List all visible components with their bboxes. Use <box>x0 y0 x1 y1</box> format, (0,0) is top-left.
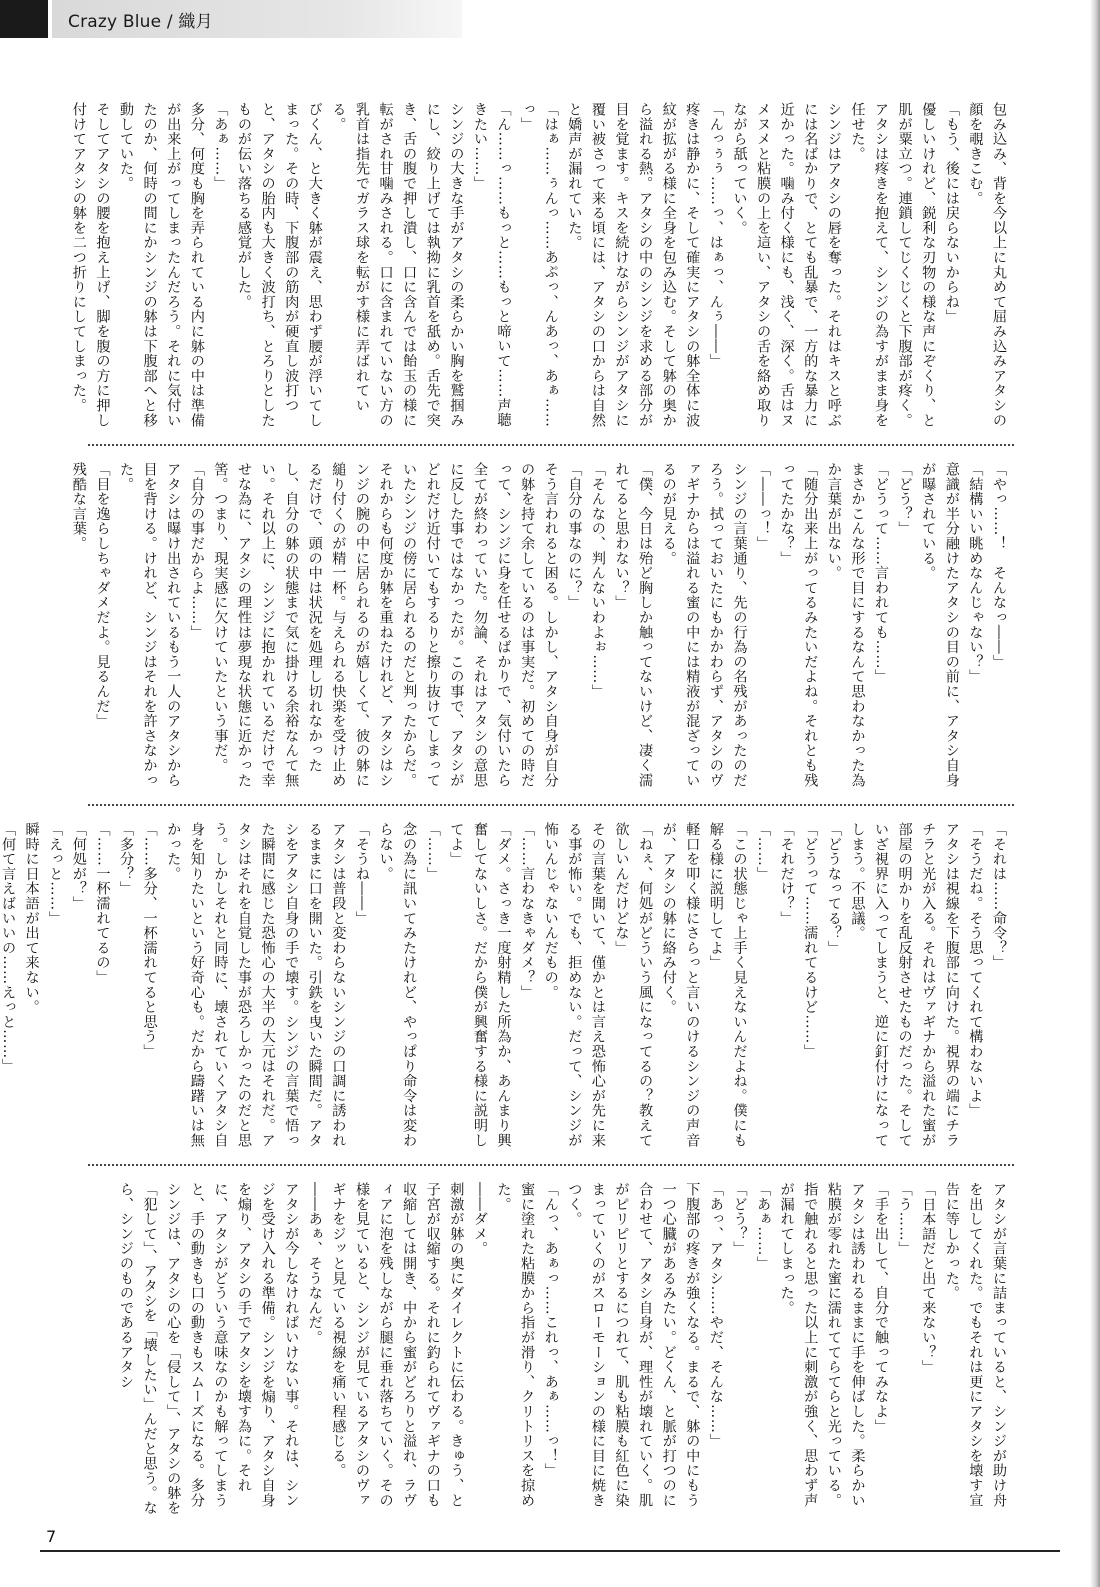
paragraph: アタシは普段と変わらないシンジの口調に誘われるままに口を開いた。引鉄を曳いた瞬間だ。アタシをアタシ自身の手で壊す。シンジの言葉で悟った瞬間に感じた恐怖心の大半の大元はそれだ。アタシはそれを自覚した事が恐ろしかったのだと思う。しかしそれと同時に、壊されていくアタシ自身を知りたいという好奇心も。だから躊躇いは無かった。 <box>165 822 347 1148</box>
paragraph: アタシが今しなければいけない事。それは、シンジを受け入れる準備。シンジを煽り、アタシ自身を煽り、アタシの手でアタシを壊す為に。それに、アタシがどういう意味なのかも解ってしまうと、手の動きも口の動きもスムーズになる。多分シンジは、アタシの心を「侵して」、アタシの躰を「犯して」、アタシを「壊したい」んだと思う。なら、シンジのものであるアタシ <box>118 1182 300 1516</box>
paragraph: 「結構いい眺めなんじゃない？」 <box>967 462 984 684</box>
paragraph: 「そんなの、判んないわよぉ……」 <box>589 462 606 699</box>
section-divider <box>88 1164 1014 1166</box>
paragraph: 「えっと……」 <box>47 822 64 926</box>
paragraph: 「ねぇ、何処がどういう風になってるの？教えて欲しいんだけどな」 <box>613 822 654 1148</box>
paragraph: 「……多分、一杯濡れてると思う」 <box>141 822 158 1059</box>
header-black-bar <box>0 0 48 38</box>
paragraph: 「何処が？」 <box>70 822 87 911</box>
text-section <box>0 822 1010 1154</box>
paragraph: 念の為に訊いてみたけれど、やっぱり命令は変わらない。 <box>377 822 418 1148</box>
paragraph: 「手を出して、自分で触ってみなよ」 <box>873 1182 890 1434</box>
section-divider <box>88 804 1014 806</box>
footer-rule <box>40 1550 1060 1552</box>
paragraph: 「あっ、アタシ……やだ、そんな……」 <box>707 1182 724 1449</box>
paragraph: 「そうね――」 <box>353 822 370 926</box>
paragraph: 瞬時に日本語が出て来ない。 <box>23 822 40 1015</box>
text-section <box>70 462 1010 794</box>
paragraph: ――あぁ、そうなんだ。 <box>306 1182 323 1345</box>
paragraph: 「もう、後には戻らないからね」 <box>943 102 960 324</box>
paragraph: 「日本語だと出て来ない？」 <box>920 1182 937 1375</box>
paragraph: 「僕、今日は殆ど胸しか触ってないけど、凄く濡れてると思わない？」 <box>613 462 654 788</box>
paragraph: アタシが言葉に詰まっていると、シンジが助け舟を出してくれた。でもそれは更にアタシを壊す宣告に等しかった。 <box>943 1182 1007 1508</box>
paragraph: 「それは……命令？」 <box>991 822 1007 970</box>
paragraph: 多分、何度も胸を弄られている内に躰の中は準備が出来上がってしまったんだろう。それに気付いたのか、何時の間にかシンジの躰は下腹部へと移動していた。 <box>118 102 205 428</box>
paragraph: 「……」 <box>424 822 441 882</box>
paragraph: 「どうって……濡れてるけど……」 <box>802 822 819 1059</box>
paragraph: 「この状態じゃ上手く見えないんだよね。僕にも解る様に説明してよ」 <box>707 822 748 1148</box>
paragraph: 「そうだね。そう思ってくれて構わないよ」 <box>967 822 984 1118</box>
paragraph: アタシは視線を下腹部に向けた。視界の端にチラチラと光が入る。それはヴァギナから溢れた蜜が部屋の明かりを乱反射させたものだった。そしていざ視界に入ってしまうと、逆に釘付けになってしまう。不思議。 <box>849 822 960 1148</box>
paragraph: 蜜に塗れた粘膜から指が滑り、クリトリスを掠めた。 <box>495 1182 536 1508</box>
paragraph: その言葉を聞いて、僅かとは言え恐怖心が先に来る事が怖い。でも、拒めない。だって、シンジが怖いんじゃないんだもの。 <box>542 822 606 1148</box>
paragraph: 「あぁ……」 <box>212 102 229 191</box>
paragraph: 「やっ……！ そんなっ――」 <box>991 462 1007 670</box>
paragraph: 「目を逸らしちゃダメだよ。見るんだ」 <box>94 462 111 729</box>
paragraph: 「はぁ……ぅんっ……あぷっ、んあっ、あぁ……っ」 <box>519 102 559 428</box>
paragraph: 「ダメ。さっき一度射精した所為か、あんまり興奮してないしさ。だから僕が興奮する様に説明してよ」 <box>448 822 512 1148</box>
header-title: Crazy Blue / 織月 <box>68 12 213 32</box>
paragraph: 「どう？」 <box>731 1182 748 1256</box>
paragraph: 「多分？」 <box>118 822 135 896</box>
paragraph: 「随分出来上がってるみたいだよね。それとも残ってたかな？」 <box>778 462 819 788</box>
paragraph: 「……一杯濡れてるの」 <box>94 822 111 985</box>
text-section <box>90 1182 1010 1518</box>
paragraph: 「自分の事だからよ……」 <box>188 462 205 640</box>
paragraph: まさかこんな形で目にするなんて思わなかった為か言葉が出ない。 <box>825 462 866 788</box>
section-divider <box>88 444 1014 446</box>
paragraph: 「どう？」 <box>896 462 913 536</box>
paragraph: 「んっ、あぁっ……これっ、あぁ……っ！」 <box>542 1182 559 1478</box>
text-section <box>70 102 1010 434</box>
paragraph: そう言われると困る。しかし、アタシ自身が自分の躰を持て余しているのは事実だ。初めての時だって、シンジに身を任せるばかりで、気付いたら全てが終わっていた。勿論、それはアタシの意思に反した事ではなかったが。この事で、アタシがどれだけ近付いてもするりと擦り抜けてしまっていたシンジの傍に居られるのだと判ったからだ。それからも何度か躰を重ねたけれど、アタシはシンジの腕の中に居られるのが嬉しくて、彼の躰に縋り付くのが精一杯。与えられる快楽を受け止めるだけで、頭の中は状況を処理し切れなかったし、自分の躰の状態まで気に掛ける余裕なんて無い。それ以上に、シンジに抱かれているだけで幸せな為に、アタシの理性は夢現な状態に近かった筈。つまり、現実感に欠けていたという事だ。 <box>212 462 559 788</box>
paragraph: シンジの言葉通り、先の行為の名残があったのだろう。拭っておいたにもかかわらず、アタシのヴァギナからは溢れる蜜の中には精液が混ざっているのが見える。 <box>660 462 748 788</box>
paragraph: ――ダメ。 <box>471 1182 488 1256</box>
paragraph: 「う……」 <box>896 1182 913 1256</box>
page-edge <box>1090 0 1100 1587</box>
paragraph: 「どうって……言われても……」 <box>873 462 890 684</box>
paragraph: 下腹部の疼きが強くなる。まるで、躰の中にもう一つ心臓があるみたい。どくん、と脈が打つのに合わせて、アタシ自身が、理性が壊れていく。肌がピリピリとするにつれて、肌も粘膜も紅色に染まっていくのがスローモーションの様に目に焼きつく。 <box>566 1182 701 1508</box>
paragraph: そしてアタシの腰を抱え上げ、脚を腹の方に押し付けてアタシの躰を二つ折りにしてしまった。 <box>70 102 111 428</box>
paragraph: 疼きは静かに、そして確実にアタシの躰全体に波紋が拡がる様に全身を包み込む。そして躰の奥から溢れる熱。アタシの中のシンジを求める部分が目を覚ます。キスを続けながらシンジがアタシに覆い被さって来る頃には、アタシの口からは自然と嬌声が漏れていた。 <box>566 102 701 428</box>
paragraph: アタシは曝け出されているもう一人のアタシから目を背ける。けれど、シンジはそれを許さなかった。 <box>118 462 182 788</box>
paragraph: アタシは誘われるままに手を伸ばした。柔らかい粘膜が零れた蜜に濡れててらてらと光っている。指で触れると思った以上に刺激が強く、思わず声が漏れてしまった。 <box>778 1182 866 1508</box>
paragraph: 軽口を叩く様にさらっと言いのけるシンジの声音が、アタシの躰に絡み付く。 <box>660 822 701 1148</box>
page-number: 7 <box>46 1527 57 1546</box>
paragraph: 「……」 <box>755 822 772 882</box>
paragraph: 「何て言えばいいの……えっと……」 <box>0 822 17 1074</box>
paragraph: 刺激が躰の奥にダイレクトに伝わる。きゅう、と子宮が収縮する。それに釣られてヴァギナの口も収縮しては開き、中から蜜がどろりと溢れ、ラヴィアに泡を残しながら腿に垂れ落ちていく。その様を見ていると、シンジが見ているアタシのヴァギナをジッと見ている視線を痛い程感じる。 <box>330 1182 465 1508</box>
paragraph: 「んっぅぅ……っ、はぁっ、んぅ――」 <box>707 102 724 369</box>
paragraph: 「それだけ？」 <box>778 822 795 926</box>
paragraph: 包み込み、背を今以上に丸めて屈み込みアタシの顔を覗きこむ。 <box>967 102 1007 428</box>
paragraph: 優しいけれど、鋭利な刃物の様な声にぞくり、と肌が粟立つ。連鎖してじくじくと下腹部が疼く。アタシは疼きを抱えて、シンジの為すがまま身を任せた。 <box>849 102 937 428</box>
paragraph: 「自分の事なのに？」 <box>566 462 583 610</box>
paragraph: シンジの大きな手がアタシの柔らかい胸を鷲掴みにし、絞り上げては執拗に乳首を舐め。舌先で突き、舌の腹で押し潰し、口に含んでは飴玉の様に転がされ甘噛みされる。口に含まれていない方の乳首は指先でガラス球を転がす様に弄ばれている。 <box>330 102 465 428</box>
paragraph: 残酷な言葉。 <box>70 462 87 551</box>
paragraph: 「――っ！」 <box>755 462 772 551</box>
paragraph: 意識が半分融けたアタシの目の前に、アタシ自身が曝されている。 <box>920 462 960 788</box>
paragraph: 「どうなってる？」 <box>825 822 842 956</box>
paragraph: シンジはアタシの唇を奪った。それはキスと呼ぶには名ばかりで、とても乱暴で、一方的な暴力に近かった。噛み付く様にも、浅く、深く。舌はヌメヌメと粘膜の上を這い、アタシの舌を絡め取りながら舐っていく。 <box>731 102 842 428</box>
paragraph: 「あぁ……」 <box>755 1182 772 1271</box>
paragraph: びくん、と大きく躰が震え、思わず腰が浮いてしまった。その時、下腹部の筋肉が硬直し波打つと、アタシの胎内も大きく波打ち、とろりとしたものが伝い落ちる感覚がした。 <box>236 102 323 428</box>
paragraph: 「……言わなきゃダメ？」 <box>519 822 536 1000</box>
paragraph: 「ん……っ……もっと……もっと啼いて……声聴きたい……」 <box>471 102 512 428</box>
